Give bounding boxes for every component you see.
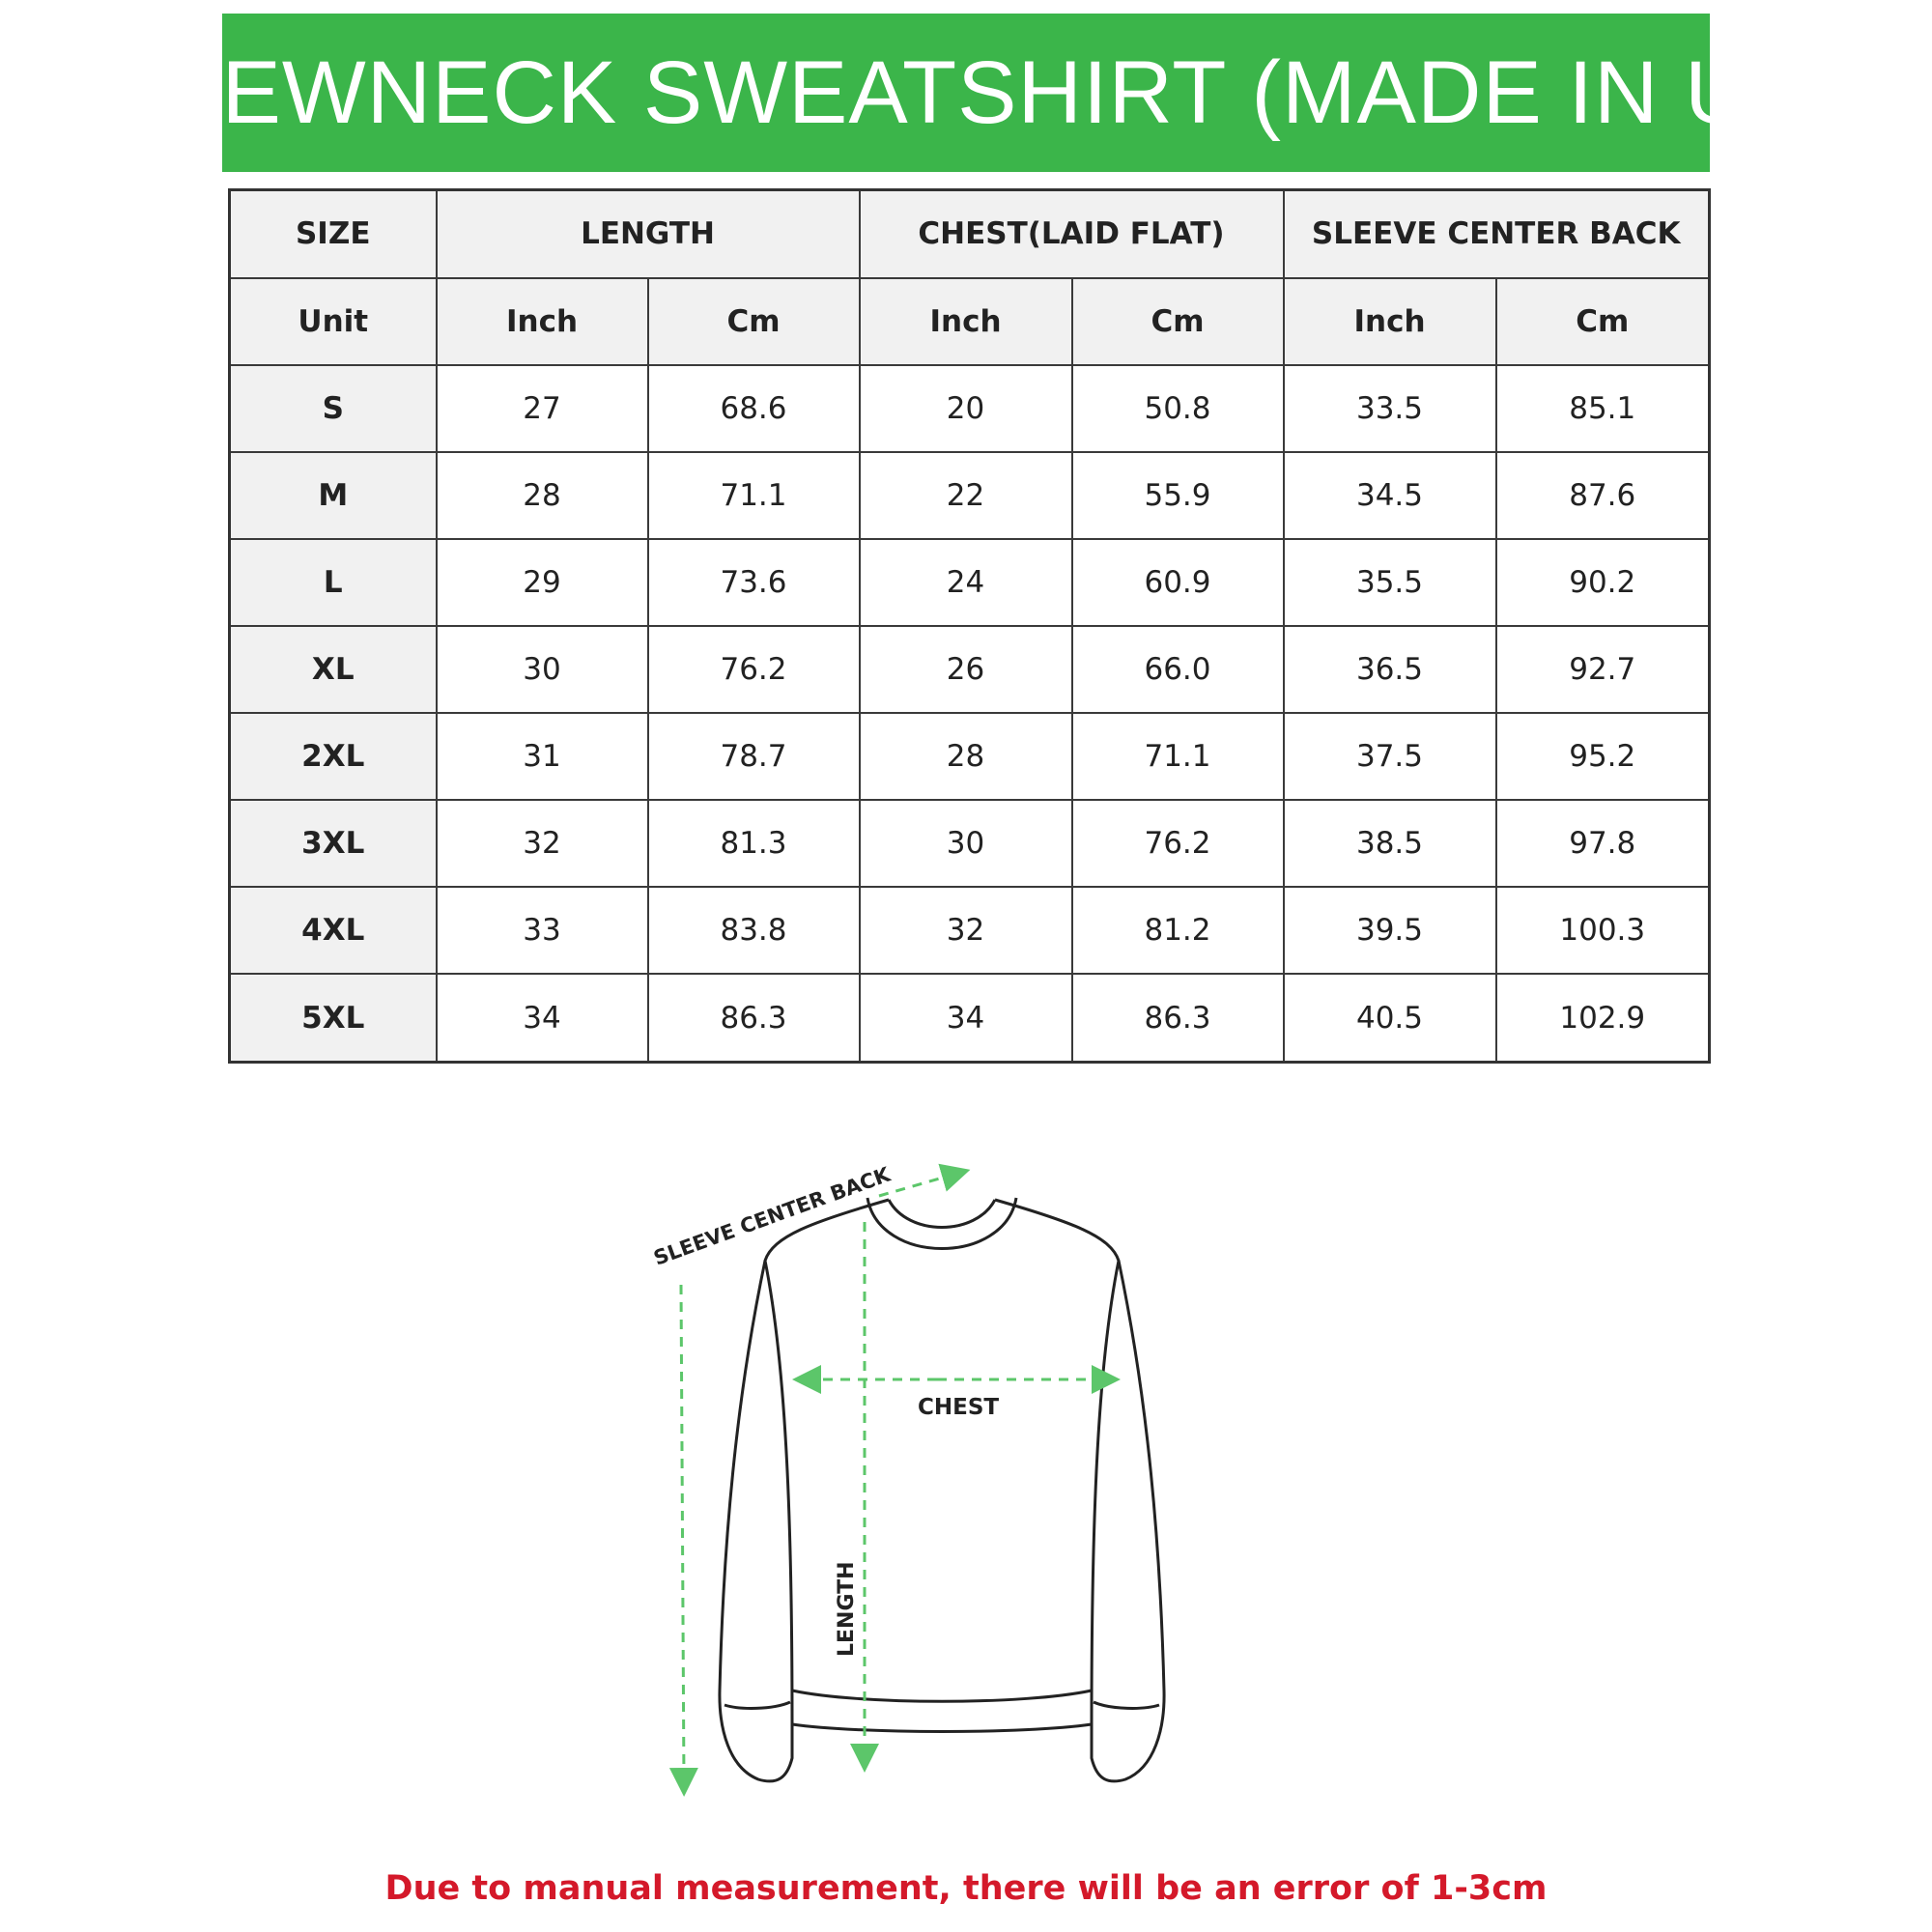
unit-cell: Cm (1496, 278, 1710, 365)
unit-cell: Cm (1072, 278, 1284, 365)
size-cell: XL (230, 626, 437, 713)
value-cell: 37.5 (1284, 713, 1496, 800)
value-cell: 28 (437, 452, 648, 539)
unit-cell: Cm (648, 278, 860, 365)
measurement-note: Due to manual measurement, there will be an error of 1-3cm (384, 1869, 1548, 1908)
header-length: LENGTH (437, 190, 860, 278)
value-cell: 29 (437, 539, 648, 626)
value-cell: 34 (860, 974, 1072, 1062)
value-cell: 55.9 (1072, 452, 1284, 539)
size-cell: 2XL (230, 713, 437, 800)
size-cell: 5XL (230, 974, 437, 1062)
table-row (230, 887, 1710, 974)
value-cell: 50.8 (1072, 365, 1284, 452)
value-cell: 76.2 (1072, 800, 1284, 887)
value-cell: 87.6 (1496, 452, 1710, 539)
value-cell: 34 (437, 974, 648, 1062)
value-cell: 32 (860, 887, 1072, 974)
value-cell: 36.5 (1284, 626, 1496, 713)
value-cell: 39.5 (1284, 887, 1496, 974)
sleeve-label: SLEEVE CENTER BACK (650, 1162, 894, 1270)
value-cell: 92.7 (1496, 626, 1710, 713)
value-cell: 30 (437, 626, 648, 713)
value-cell: 76.2 (648, 626, 860, 713)
value-cell: 71.1 (648, 452, 860, 539)
unit-row (230, 278, 1710, 365)
table-row (230, 539, 1710, 626)
value-cell: 22 (860, 452, 1072, 539)
title-banner (91, 14, 1841, 172)
value-cell: 100.3 (1496, 887, 1710, 974)
header-row (230, 190, 1710, 278)
value-cell: 83.8 (648, 887, 860, 974)
value-cell: 35.5 (1284, 539, 1496, 626)
value-cell: 40.5 (1284, 974, 1496, 1062)
size-cell: L (230, 539, 437, 626)
value-cell: 71.1 (1072, 713, 1284, 800)
header-chest: CHEST(LAID FLAT) (860, 190, 1284, 278)
value-cell: 30 (860, 800, 1072, 887)
table-row (230, 452, 1710, 539)
value-cell: 27 (437, 365, 648, 452)
header-sleeve: SLEEVE CENTER BACK (1284, 190, 1710, 278)
value-cell: 32 (437, 800, 648, 887)
table-row (230, 365, 1710, 452)
value-cell: 73.6 (648, 539, 860, 626)
value-cell: 81.2 (1072, 887, 1284, 974)
size-cell: S (230, 365, 437, 452)
value-cell: 33 (437, 887, 648, 974)
page-title: CREWNECK SWEATSHIRT (MADE IN US) (91, 43, 1841, 142)
value-cell: 86.3 (648, 974, 860, 1062)
unit-cell: Inch (860, 278, 1072, 365)
value-cell: 34.5 (1284, 452, 1496, 539)
value-cell: 78.7 (648, 713, 860, 800)
size-cell: 4XL (230, 887, 437, 974)
value-cell: 85.1 (1496, 365, 1710, 452)
value-cell: 66.0 (1072, 626, 1284, 713)
unit-cell: Unit (230, 278, 437, 365)
unit-cell: Inch (437, 278, 648, 365)
value-cell: 97.8 (1496, 800, 1710, 887)
table-row (230, 800, 1710, 887)
value-cell: 90.2 (1496, 539, 1710, 626)
value-cell: 33.5 (1284, 365, 1496, 452)
sweatshirt-icon (618, 1130, 1275, 1806)
value-cell: 68.6 (648, 365, 860, 452)
size-cell: M (230, 452, 437, 539)
value-cell: 86.3 (1072, 974, 1284, 1062)
header-size: SIZE (230, 190, 437, 278)
size-chart-table (228, 188, 1711, 1064)
value-cell: 95.2 (1496, 713, 1710, 800)
value-cell: 28 (860, 713, 1072, 800)
table-row (230, 713, 1710, 800)
table-row (230, 974, 1710, 1062)
length-label: LENGTH (835, 1561, 859, 1657)
value-cell: 26 (860, 626, 1072, 713)
value-cell: 60.9 (1072, 539, 1284, 626)
chest-label: CHEST (918, 1395, 1000, 1420)
size-cell: 3XL (230, 800, 437, 887)
value-cell: 24 (860, 539, 1072, 626)
table-row (230, 626, 1710, 713)
value-cell: 102.9 (1496, 974, 1710, 1062)
value-cell: 31 (437, 713, 648, 800)
sweatshirt-diagram (618, 1130, 1275, 1806)
unit-cell: Inch (1284, 278, 1496, 365)
value-cell: 81.3 (648, 800, 860, 887)
value-cell: 20 (860, 365, 1072, 452)
value-cell: 38.5 (1284, 800, 1496, 887)
